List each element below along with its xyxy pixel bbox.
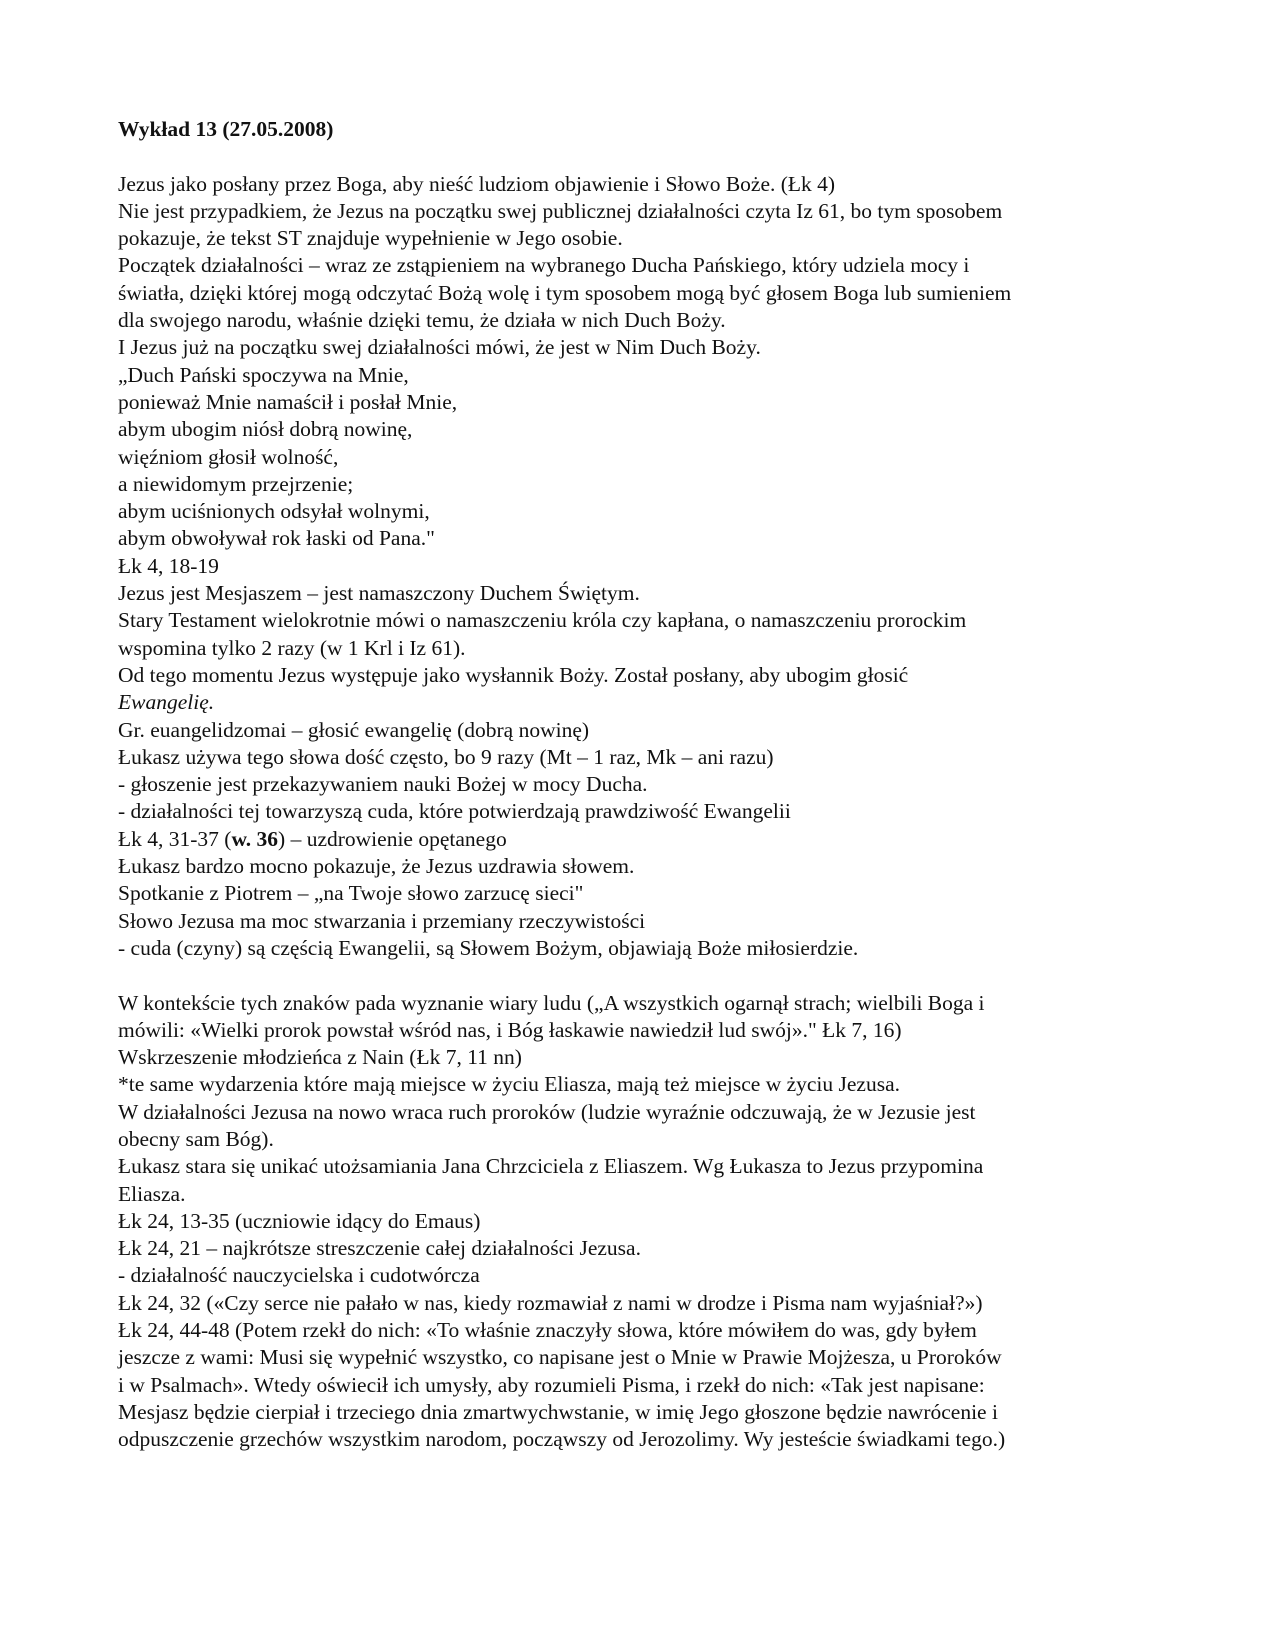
blank-line [118,962,1158,989]
text-line: obecny sam Bóg). [118,1126,274,1151]
text-line: W działalności Jezusa na nowo wraca ruch proroków (ludzie wyraźnie odczuwają, że w Jezusie jest [118,1099,976,1124]
text-line: jeszcze z wami: Musi się wypełnić wszystko, co napisane jest o Mnie w Prawie Mojżesza, u Proroków [118,1345,1002,1370]
list-item: - działalność nauczycielska i cudotwórcza [118,1263,480,1288]
reference-line: Łk 24, 44-48 (Potem rzekł do nich: «To właśnie znaczyły słowa, które mówiłem do was, gdy byłem [118,1318,977,1343]
text-line: Mesjasz będzie cierpiał i trzeciego dnia zmartwychwstanie, w imię Jego głoszone będzie nawrócenie i [118,1399,998,1424]
text-line: Spotkanie z Piotrem – „na Twoje słowo zarzucę sieci" [118,881,584,906]
reference-line: Łk 24, 13-35 (uczniowie idący do Emaus) [118,1208,481,1233]
text-line: I Jezus już na początku swej działalności mówi, że jest w Nim Duch Boży. [118,335,761,360]
reference-line [118,826,1158,853]
text-line: światła, dzięki której mogą odczytać Bożą wolę i tym sposobem mogą być głosem Boga lub sumieniem [118,280,1012,305]
document-body [118,116,1158,1454]
text-line: Jezus jako posłany przez Boga, aby nieść ludziom objawienie i Słowo Boże. (Łk 4) [118,171,836,196]
quote-line: abym uciśnionych odsyłał wolnymi, [118,499,430,524]
list-item: - cuda (czyny) są częścią Ewangelii, są Słowem Bożym, objawiają Boże miłosierdzie. [118,935,859,960]
quote-line: a niewidomym przejrzenie; [118,471,354,496]
quote-line: abym obwoływał rok łaski od Pana." [118,526,435,551]
text-line: Od tego momentu Jezus występuje jako wysłannik Boży. Został posłany, aby ubogim głosić [118,662,909,687]
text-line: *te same wydarzenia które mają miejsce w życiu Eliasza, mają też miejsce w życiu Jezusa. [118,1072,901,1097]
text-line: i w Psalmach». Wtedy oświecił ich umysły, aby rozumieli Pisma, i rzekł do nich: «Tak jest napisane: [118,1372,985,1397]
text-line: Nie jest przypadkiem, że Jezus na początku swej publicznej działalności czyta Iz 61, bo tym sposobem [118,198,1003,223]
text-line: Słowo Jezusa ma moc stwarzania i przemiany rzeczywistości [118,908,646,933]
text-line: wspomina tylko 2 razy (w 1 Krl i Iz 61). [118,635,466,660]
reference-part: ) – uzdrowienie opętanego [278,826,507,851]
text-line: W kontekście tych znaków pada wyznanie wiary ludu („A wszystkich ogarnął strach; wielbili Boga i [118,990,985,1015]
text-line: Łukasz używa tego słowa dość często, bo 9 razy (Mt – 1 raz, Mk – ani razu) [118,744,774,769]
text-line: Początek działalności – wraz ze zstąpieniem na wybranego Ducha Pańskiego, który udziela mocy i [118,253,970,278]
reference-line: Łk 4, 18-19 [118,553,219,578]
reference-part: Łk 4, 31-37 ( [118,826,232,851]
blank-line [118,143,1158,170]
text-line: Eliasza. [118,1181,186,1206]
list-item: - głoszenie jest przekazywaniem nauki Bożej w mocy Ducha. [118,772,648,797]
text-line: Stary Testament wielokrotnie mówi o namaszczeniu króla czy kapłana, o namaszczeniu prorockim [118,608,967,633]
reference-line: Łk 24, 32 («Czy serce nie pałało w nas, kiedy rozmawiał z nami w drodze i Pisma nam wyjaśniał?») [118,1290,983,1315]
verse-bold: w. 36 [231,826,279,851]
text-line: mówili: «Wielki prorok powstał wśród nas, i Bóg łaskawie nawiedził lud swój»." Łk 7, 16) [118,1017,902,1042]
reference-line: Łk 24, 21 – najkrótsze streszczenie całej działalności Jezusa. [118,1236,641,1261]
page-title: Wykład 13 (27.05.2008) [118,117,334,141]
quote-line: abym ubogim niósł dobrą nowinę, [118,417,413,442]
italic-line: Ewangelię. [118,690,215,715]
text-line: Łukasz bardzo mocno pokazuje, że Jezus uzdrawia słowem. [118,854,635,879]
list-item: - działalności tej towarzyszą cuda, które potwierdzają prawdziwość Ewangelii [118,799,791,824]
quote-line: „Duch Pański spoczywa na Mnie, [118,362,409,387]
text-line: Gr. euangelidzomai – głosić ewangelię (dobrą nowinę) [118,717,590,742]
text-line: dla swojego narodu, właśnie dzięki temu, że działa w nich Duch Boży. [118,308,726,333]
quote-line: więźniom głosił wolność, [118,444,339,469]
text-line: Wskrzeszenie młodzieńca z Nain (Łk 7, 11 nn) [118,1045,522,1070]
text-line: Łukasz stara się unikać utożsamiania Jana Chrzciciela z Eliaszem. Wg Łukasza to Jezus przypomina [118,1154,984,1179]
text-line: Jezus jest Mesjaszem – jest namaszczony Duchem Świętym. [118,581,640,606]
quote-line: ponieważ Mnie namaścił i posłał Mnie, [118,389,458,414]
text-line: odpuszczenie grzechów wszystkim narodom, począwszy od Jerozolimy. Wy jesteście świadkami tego.) [118,1427,1006,1452]
text-line: pokazuje, że tekst ST znajduje wypełnienie w Jego osobie. [118,226,623,251]
